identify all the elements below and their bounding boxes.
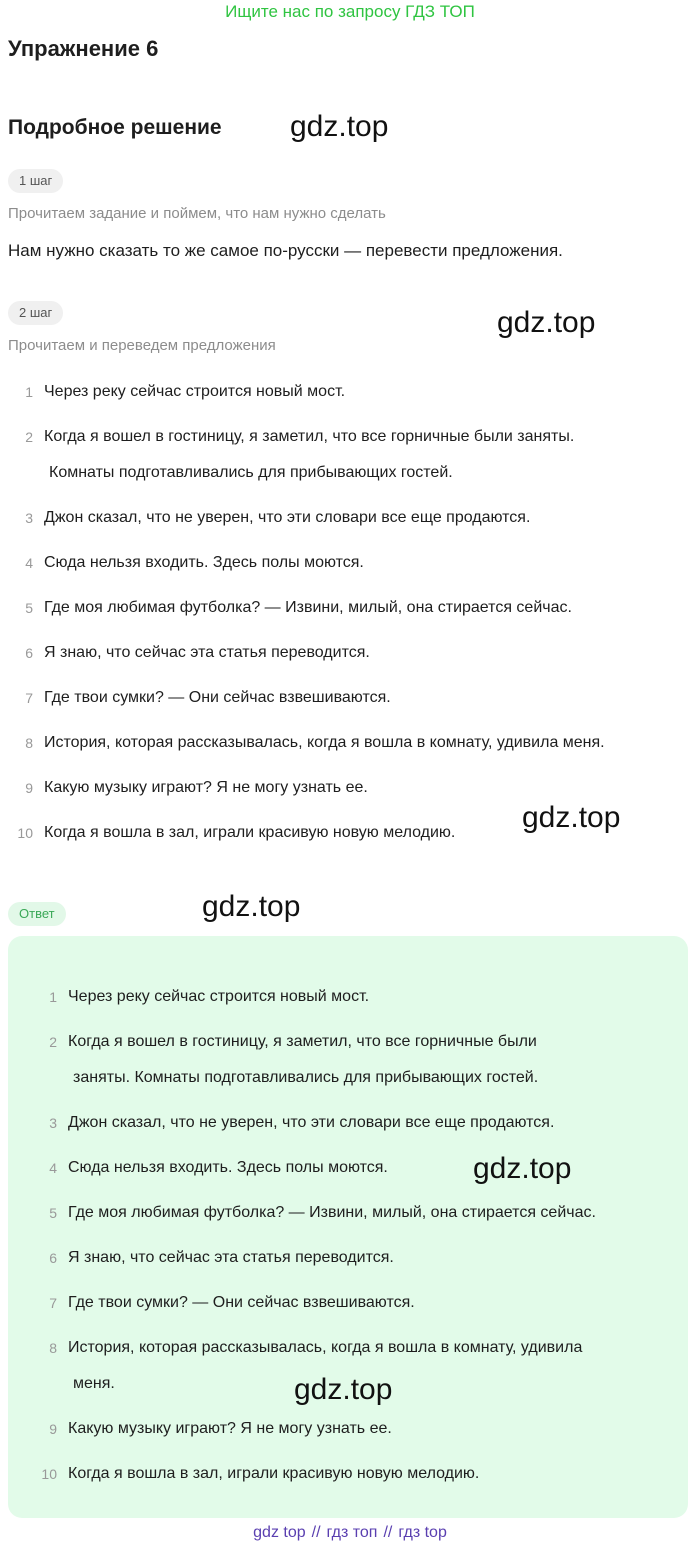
list-item-number: 9 xyxy=(25,780,33,796)
list-item-text: Через реку сейчас строится новый мост. xyxy=(68,988,370,1005)
list-item-number: 4 xyxy=(49,1160,57,1176)
footer-link-1[interactable]: gdz top xyxy=(253,1524,306,1541)
list-item-number: 10 xyxy=(41,1466,57,1482)
list-item-text: Сюда нельзя входить. Здесь полы моются. xyxy=(44,554,364,571)
answer-badge: Ответ xyxy=(8,902,66,926)
watermark: gdz.top xyxy=(294,1373,393,1406)
step-1-badge: 1 шаг xyxy=(8,169,63,193)
step-1-description: Прочитаем задание и поймем, что нам нужно сделать xyxy=(8,205,386,222)
list-item-text: Джон сказал, что не уверен, что эти словари все еще продаются. xyxy=(44,509,531,526)
list-item-number: 10 xyxy=(17,825,33,841)
footer-links xyxy=(0,1522,700,1544)
list-item-number: 8 xyxy=(49,1340,57,1356)
list-item-number: 6 xyxy=(49,1250,57,1266)
list-item-number: 7 xyxy=(25,690,33,706)
list-item-number: 1 xyxy=(49,989,57,1005)
watermark: gdz.top xyxy=(473,1152,572,1185)
watermark: gdz.top xyxy=(202,890,301,923)
watermark: gdz.top xyxy=(522,801,621,834)
list-item-text: Где твои сумки? — Они сейчас взвешиваются. xyxy=(68,1294,415,1311)
section-title: Подробное решение xyxy=(8,116,222,139)
footer-separator: // xyxy=(311,1524,321,1541)
list-item-text: История, которая рассказывалась, когда я вошла в комнату, удивила меня. xyxy=(44,734,605,751)
list-item-text: Когда я вошел в гостиницу, я заметил, что все горничные были заняты. xyxy=(44,428,575,445)
list-item-number: 9 xyxy=(49,1421,57,1437)
step-1-text: Нам нужно сказать то же самое по-русски — перевести предложения. xyxy=(8,241,563,260)
list-item-number: 3 xyxy=(25,510,33,526)
list-item-text: Я знаю, что сейчас эта статья переводится. xyxy=(44,644,370,661)
list-item-number: 8 xyxy=(25,735,33,751)
list-item-text: Какую музыку играют? Я не могу узнать ее. xyxy=(68,1420,392,1437)
list-item-text: Где моя любимая футболка? — Извини, милый, она стирается сейчас. xyxy=(68,1204,596,1221)
list-item-text: Сюда нельзя входить. Здесь полы моются. xyxy=(68,1159,388,1176)
list-item-text-continued: Комнаты подготавливались для прибывающих гостей. xyxy=(49,464,453,481)
list-item-text: Где твои сумки? — Они сейчас взвешиваются. xyxy=(44,689,391,706)
list-item-text: Джон сказал, что не уверен, что эти словари все еще продаются. xyxy=(68,1114,555,1131)
step-2-badge: 2 шаг xyxy=(8,301,63,325)
list-item-text: История, которая рассказывалась, когда я вошла в комнату, удивила xyxy=(68,1339,583,1356)
list-item-text: Когда я вошел в гостиницу, я заметил, что все горничные были xyxy=(68,1033,537,1050)
watermark: gdz.top xyxy=(290,110,389,143)
list-item-text: Какую музыку играют? Я не могу узнать ее. xyxy=(44,779,368,796)
list-item-text-continued: заняты. Комнаты подготавливались для прибывающих гостей. xyxy=(73,1069,539,1086)
list-item-text: Когда я вошла в зал, играли красивую новую мелодию. xyxy=(44,824,456,841)
list-item-number: 2 xyxy=(25,429,33,445)
footer-link-3[interactable]: гдз top xyxy=(398,1524,447,1541)
list-item-text: Когда я вошла в зал, играли красивую новую мелодию. xyxy=(68,1465,480,1482)
list-item-number: 6 xyxy=(25,645,33,661)
footer-link-2[interactable]: гдз топ xyxy=(326,1524,378,1541)
list-item-number: 1 xyxy=(25,384,33,400)
step-2-description: Прочитаем и переведем предложения xyxy=(8,337,276,354)
list-item-number: 3 xyxy=(49,1115,57,1131)
page-title: Упражнение 6 xyxy=(8,36,159,61)
list-item-number: 7 xyxy=(49,1295,57,1311)
list-item-number: 4 xyxy=(25,555,33,571)
list-item-number: 5 xyxy=(25,600,33,616)
list-item-number: 5 xyxy=(49,1205,57,1221)
list-item-number: 2 xyxy=(49,1034,57,1050)
watermark: gdz.top xyxy=(497,306,596,339)
list-item-text: Где моя любимая футболка? — Извини, милый, она стирается сейчас. xyxy=(44,599,572,616)
list-item-text-continued: меня. xyxy=(73,1375,115,1392)
top-banner: Ищите нас по запросу ГДЗ ТОП xyxy=(225,2,475,21)
list-item-text: Я знаю, что сейчас эта статья переводится. xyxy=(68,1249,394,1266)
list-item-text: Через реку сейчас строится новый мост. xyxy=(44,383,346,400)
footer-separator: // xyxy=(383,1524,393,1541)
